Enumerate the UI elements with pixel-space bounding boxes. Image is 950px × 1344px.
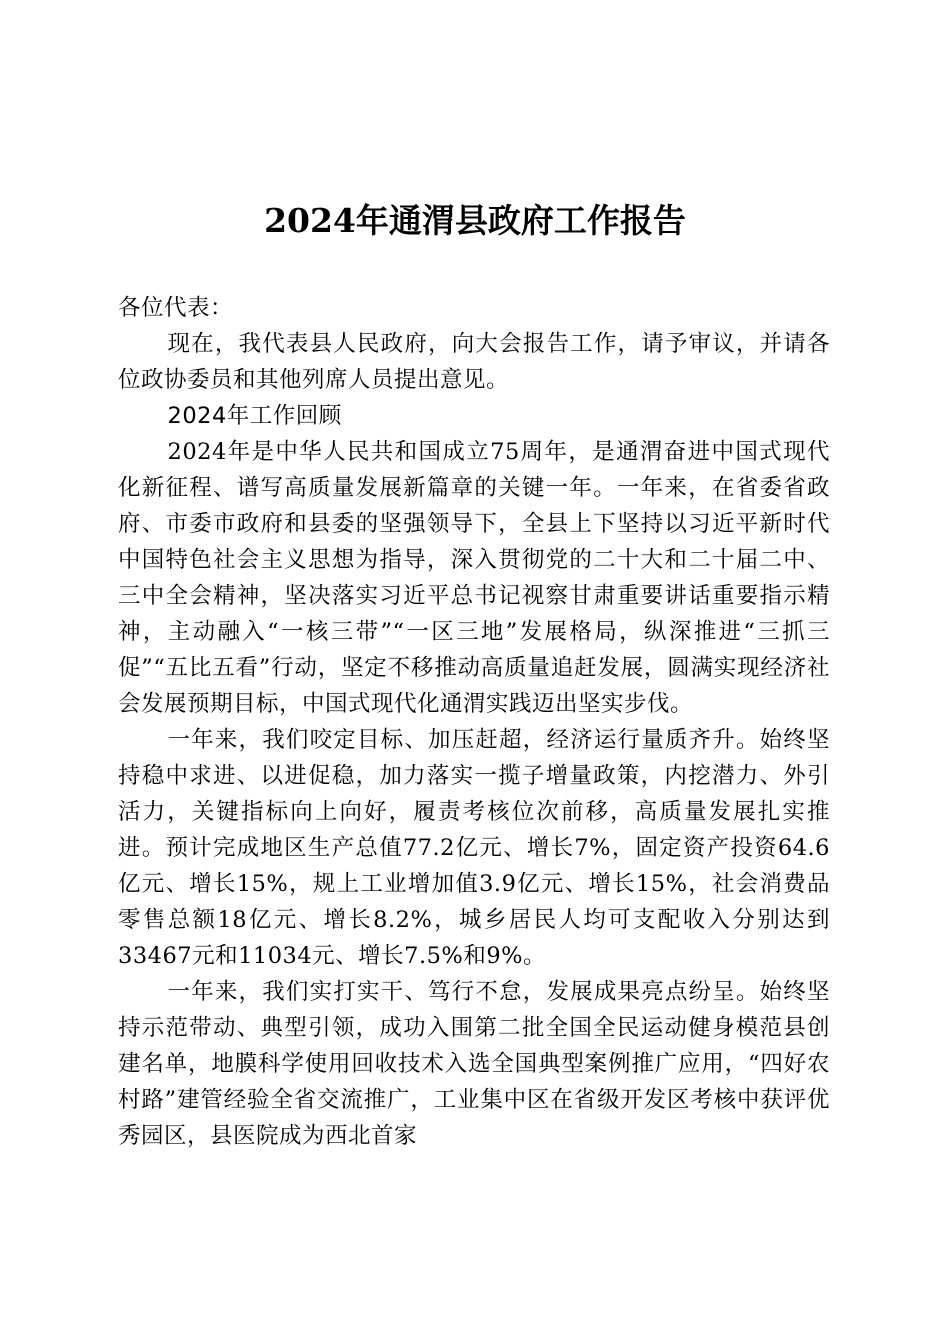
paragraph-economy: 一年来，我们咬定目标、加压赶超，经济运行量质齐升。始终坚持稳中求进、以进促稳，加力落实一揽子增量政策，内挖潜力、外引活力，关键指标向上向好，履责考核位次前移，高质量发展扎实推进。预计完成地区生产总值77.2亿元、增长7%，固定资产投资64.6亿元、增长15%，规上工业增加值3.9亿元、增长15%，社会消费品零售总额18亿元、增长8.2%，城乡居民人均可支配收入分别达到33467元和11034元、增长7.5%和9%。 <box>118 727 830 969</box>
paragraph-achievements: 一年来，我们实打实干、笃行不怠，发展成果亮点纷呈。始终坚持示范带动、典型引领，成功入围第二批全国全民运动健身模范县创建名单，地膜科学使用回收技术入选全国典型案例推广应用，“四好农村路”建管经验全省交流推广，工业集中区在省级开发区考核中获评优秀园区，县医院成为西北首家 <box>118 979 830 1149</box>
salutation: 各位代表： <box>118 295 234 321</box>
section-heading: 2024年工作回顾 <box>167 403 342 429</box>
paragraph-intro: 现在，我代表县人民政府，向大会报告工作，请予审议，并请各位政协委员和其他列席人员提出意见。 <box>118 331 830 393</box>
document-title: 2024年通渭县政府工作报告 <box>264 201 686 240</box>
document-body <box>118 290 830 1154</box>
paragraph-overview: 2024年是中华人民共和国成立75周年，是通渭奋进中国式现代化新征程、谱写高质量发展新篇章的关键一年。一年来，在省委省政府、市委市政府和县委的坚强领导下，全县上下坚持以习近平新时代中国特色社会主义思想为指导，深入贯彻党的二十大和二十届二中、三中全会精神，坚决落实习近平总书记视察甘肃重要讲话重要指示精神，主动融入“一核三带”“一区三地”发展格局，纵深推进“三抓三促”“五比五看”行动，坚定不移推动高质量追赶发展，圆满实现经济社会发展预期目标，中国式现代化通渭实践迈出坚实步伐。 <box>118 439 830 717</box>
